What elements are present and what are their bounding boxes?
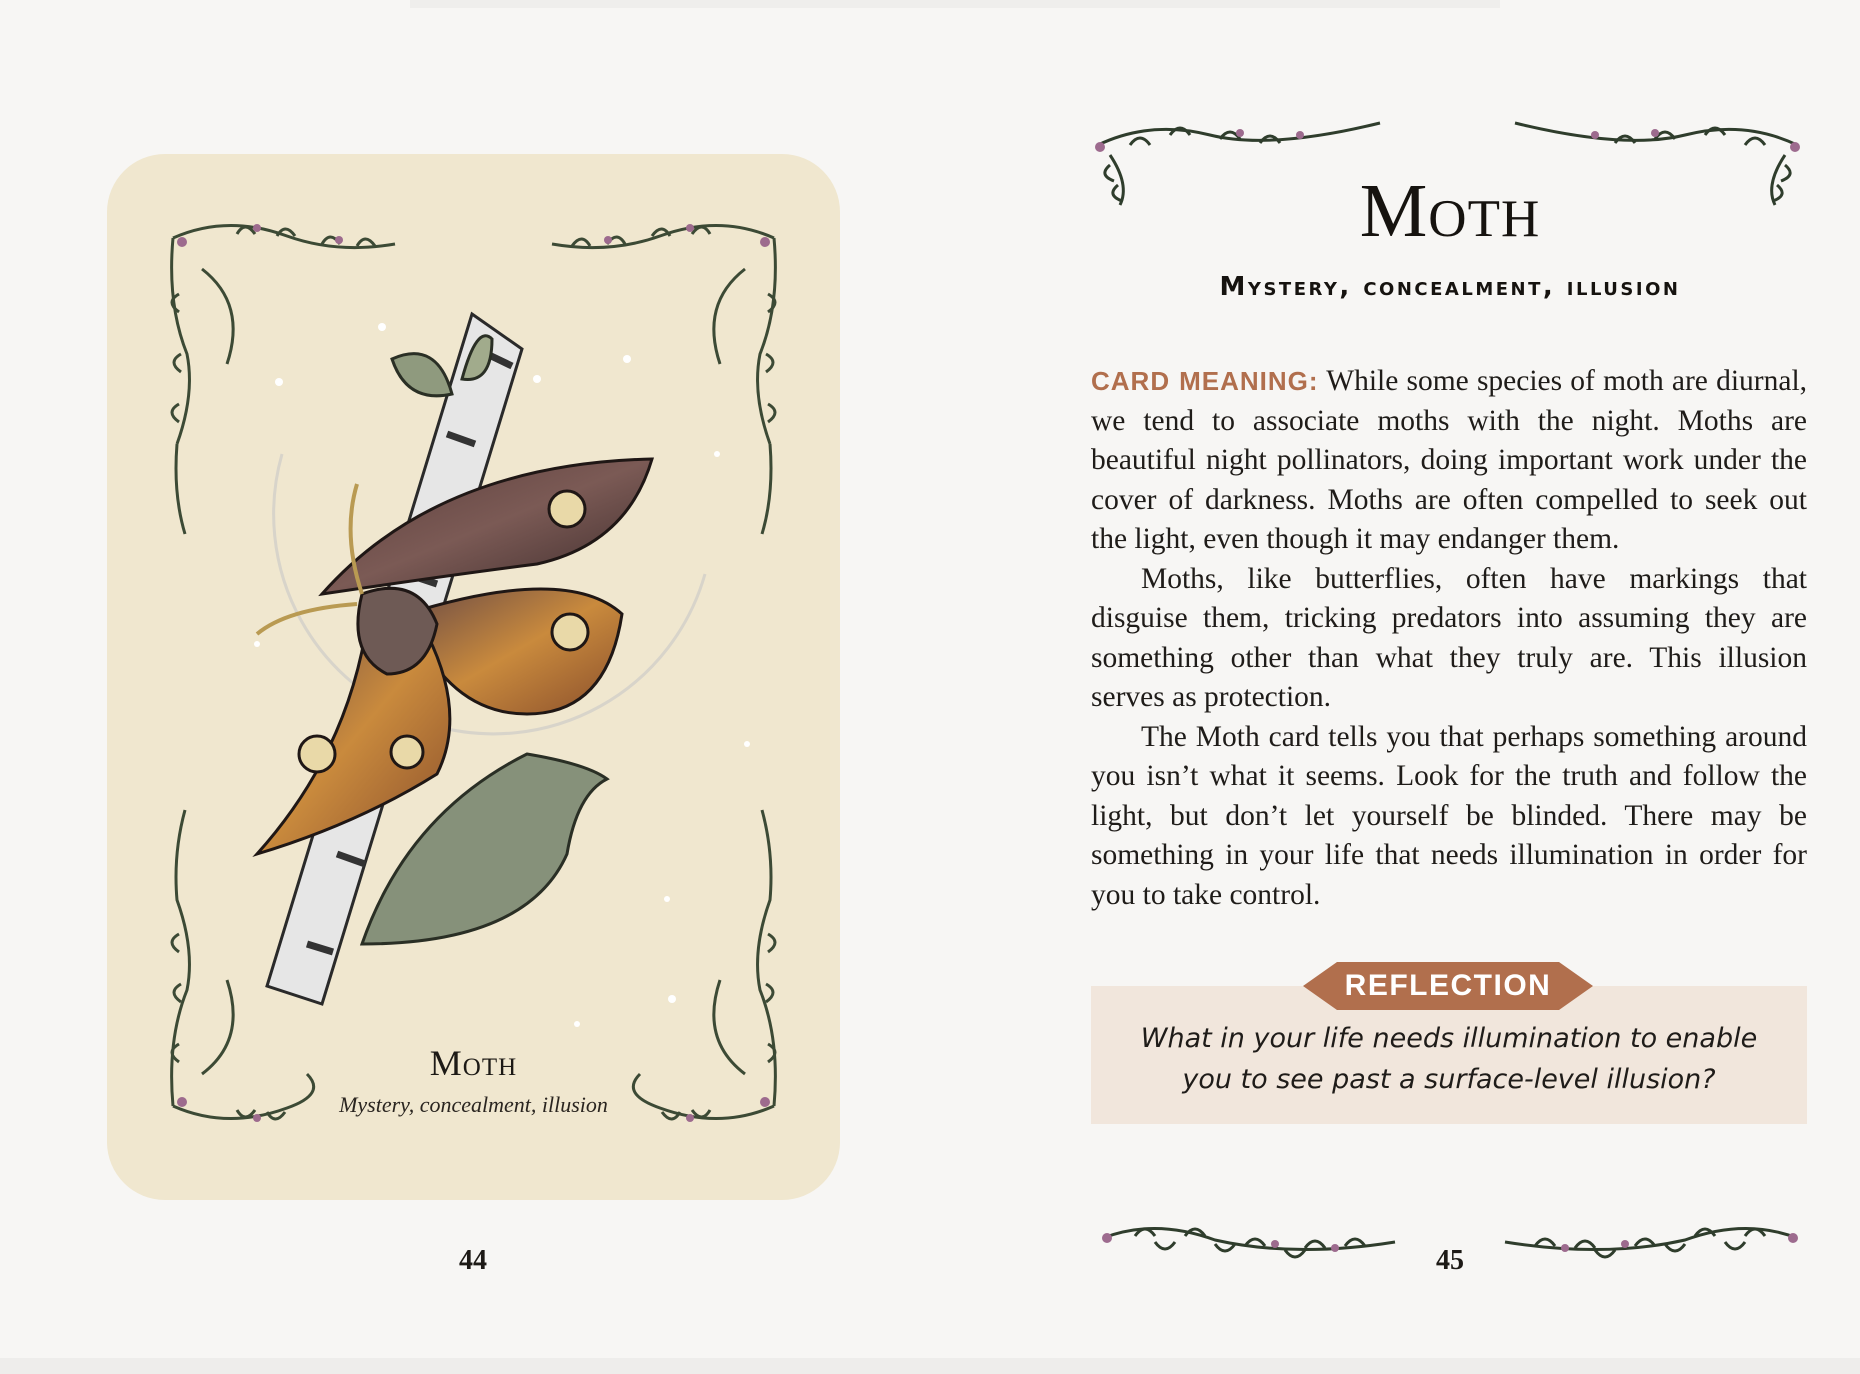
card-subtitle: Mystery, concealment, illusion [339, 1092, 608, 1117]
reflection-label: REFLECTION [1344, 969, 1552, 1002]
vine-ornament-bottom-left [1095, 1208, 1400, 1268]
page-edge-shadow [410, 0, 1500, 8]
reflection-question-line-1: What in your life needs illumination to enable [1140, 1023, 1758, 1054]
reflection-question [1091, 1018, 1807, 1100]
reflection-banner [1303, 962, 1593, 1010]
moth-wing-upper [322, 459, 652, 594]
page-title: Moth [1359, 169, 1541, 253]
page-number-right: 45 [1436, 1245, 1464, 1276]
paragraph-2: Moths, like butterflies, often have markings that disguise them, tricking predators into assuming they are something other than what they truly are. This illusion serves as protection. [1091, 562, 1807, 713]
page-number-left: 44 [459, 1245, 487, 1276]
vine-ornament-bottom-right [1500, 1208, 1805, 1268]
paragraph-1 [1091, 362, 1807, 560]
page-subtitle: Mystery, concealment, illusion [1219, 272, 1681, 302]
reflection-question-line-2: you to see past a surface-level illusion? [1182, 1064, 1716, 1095]
leaf-top [392, 354, 452, 396]
card-title: Moth [429, 1043, 518, 1083]
page-bottom-edge [0, 1358, 1860, 1374]
paragraph-3: The Moth card tells you that perhaps something around you isn’t what it seems. Look for the truth and follow the light, but don’t let yourself be blinded. There may be something in your life that needs illumination in order for you to take control. [1091, 720, 1807, 911]
card-meaning-text [1091, 362, 1807, 915]
frame-ornament-top-left [172, 225, 395, 534]
oracle-card [107, 154, 840, 1200]
paragraph-1-text: While some species of moth are diurnal, we tend to associate moths with the night. Moths are beautiful night pollinators, doing important work under the cover of darkness. Moths are often compelled to seek out the light, even though it may endanger them. [1091, 365, 1808, 555]
card-meaning-label: CARD MEANING: [1091, 366, 1319, 396]
